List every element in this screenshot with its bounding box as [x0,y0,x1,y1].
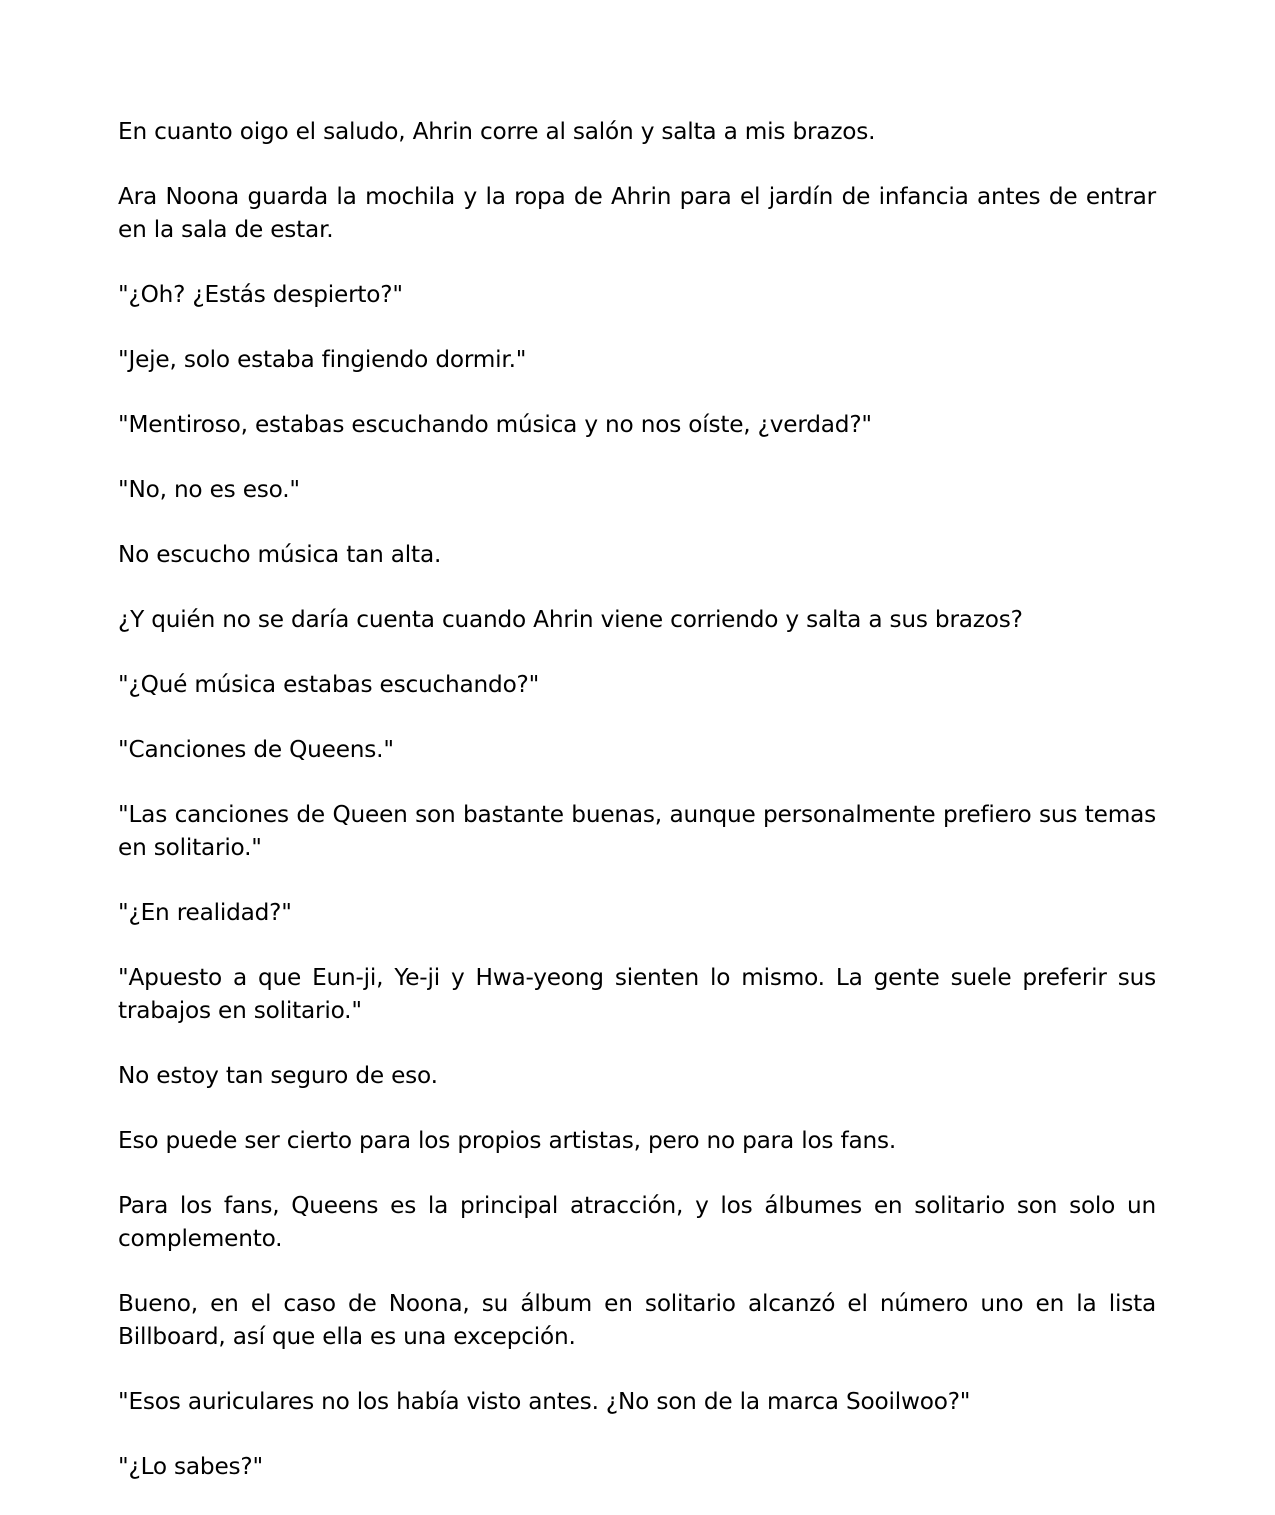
paragraph-11: "Las canciones de Queen son bastante buenas, aunque personalmente prefiero sus temas en solitario." [118,801,1156,861]
paragraph-1: En cuanto oigo el saludo, Ahrin corre al salón y salta a mis brazos. [118,118,876,145]
paragraph-7: No escucho música tan alta. [118,541,442,568]
paragraph-6: "No, no es eso." [118,476,300,503]
paragraph-10: "Canciones de Queens." [118,736,394,763]
paragraph-17: Bueno, en el caso de Noona, su álbum en solitario alcanzó el número uno en la lista Billboard, así que ella es una excepción. [118,1290,1156,1350]
paragraph-14: No estoy tan seguro de eso. [118,1062,438,1089]
document-page [118,115,1156,1515]
paragraph-9: "¿Qué música estabas escuchando?" [118,671,540,698]
paragraph-12: "¿En realidad?" [118,899,292,926]
paragraph-15: Eso puede ser cierto para los propios artistas, pero no para los fans. [118,1127,896,1154]
paragraph-13: "Apuesto a que Eun-ji, Ye-ji y Hwa-yeong sienten lo mismo. La gente suele preferir sus trabajos en solitario." [118,964,1156,1024]
paragraph-5: "Mentiroso, estabas escuchando música y no nos oíste, ¿verdad?" [118,411,872,438]
paragraph-8: ¿Y quién no se daría cuenta cuando Ahrin viene corriendo y salta a sus brazos? [118,606,1023,633]
paragraph-3: "¿Oh? ¿Estás despierto?" [118,281,403,308]
paragraph-16: Para los fans, Queens es la principal atracción, y los álbumes en solitario son solo un complemento. [118,1192,1156,1252]
paragraph-4: "Jeje, solo estaba fingiendo dormir." [118,346,527,373]
paragraph-2: Ara Noona guarda la mochila y la ropa de Ahrin para el jardín de infancia antes de entrar en la sala de estar. [118,183,1156,243]
paragraph-19: "¿Lo sabes?" [118,1453,263,1480]
paragraph-18: "Esos auriculares no los había visto antes. ¿No son de la marca Sooilwoo?" [118,1388,971,1415]
